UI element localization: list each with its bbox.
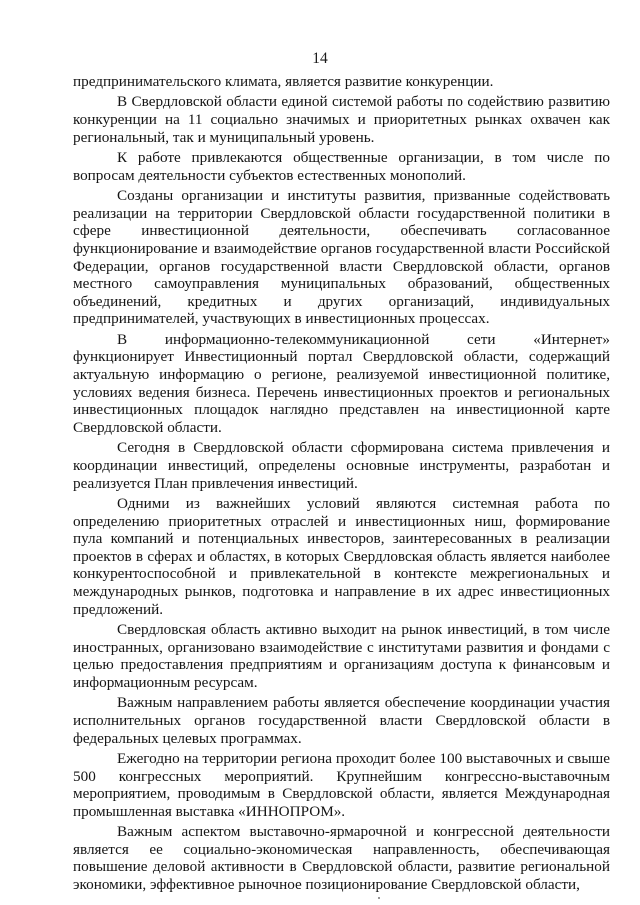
paragraph-continuation: предпринимательского климата, является развитие конкуренции. — [73, 73, 494, 90]
paragraph-federal-programs: Важным направлением работы является обеспечение координации участия исполнительных органов государственной власти Свердловской области в федеральных целевых программах. — [73, 694, 610, 747]
paragraph-congress-activity: Важным аспектом выставочно-ярмарочной и конгрессной деятельности является ее социально-экономическая направленность, обеспечивающая повышение деловой активности в Свердловской области, развитие региональной экономики, эффективное рыночное позиционирование Свердловской области, — [73, 823, 610, 894]
paragraph-exhibitions: Ежегодно на территории региона проходит более 100 выставочных и свыше 500 конгрессных мероприятий. Крупнейшим конгрессно-выставочным мероприятием, проводимым в Свердловской области, является Международная промышленная выставка «ИННОПРОМ». — [73, 749, 610, 820]
paragraph-public-organizations: К работе привлекаются общественные организации, в том числе по вопросам деятельности субъектов естественных монополий. — [73, 149, 610, 184]
document-body — [73, 73, 610, 897]
paragraph-investment-system: Сегодня в Свердловской области сформирована система привлечения и координации инвестиций, определены основные инструменты, разработан и реализуется План привлечения инвестиций. — [73, 439, 610, 492]
paragraph-development-institutions: Созданы организации и институты развития, призванные содействовать реализации на территории Свердловской области государственной политики в сфере инвестиционной деятельности, обеспечивать согласованное функционирование и взаимодействие органов государственной власти Российской Федерации, органов государственной власти Свердловской области, органов местного самоуправления муниципальных образований, общественных объединений, кредитных и других организаций, индивидуальных предпринимателей, участвующих в инвестиционных процессах. — [73, 187, 610, 328]
paragraph-competition-system: В Свердловской области единой системой работы по содействию развитию конкуренции на 11 социально значимых и приоритетных рынках охвачен как региональный, так и муниципальный уровень. — [73, 93, 610, 146]
scan-speck — [378, 897, 380, 899]
paragraph-investment-portal: В информационно-телекоммуникационной сети «Интернет» функционирует Инвестиционный портал Свердловской области, содержащий актуальную информацию о регионе, реализуемой инвестиционной политике, условиях ведения бизнеса. Перечень инвестиционных проектов и региональных инвестиционных площадок наглядно представлен на инвестиционной карте Свердловской области. — [73, 330, 610, 436]
page-number: 14 — [312, 50, 328, 67]
paragraph-priority-sectors: Одними из важнейших условий являются системная работа по определению приоритетных отраслей и инвестиционных ниш, формирование пула компаний и потенциальных инвесторов, заинтересованных в реализации проектов в сферах и областях, в которых Свердловская область является наиболее конкурентоспособной и привлекательной в контексте межрегиональных и международных рынков, подготовка и направление в их адрес инвестиционных предложений. — [73, 495, 610, 618]
paragraph-investment-market: Свердловская область активно выходит на рынок инвестиций, в том числе иностранных, организовано взаимодействие с институтами развития и фондами с целью предоставления предприятиям и организациям доступа к финансовым и информационным ресурсам. — [73, 621, 610, 691]
